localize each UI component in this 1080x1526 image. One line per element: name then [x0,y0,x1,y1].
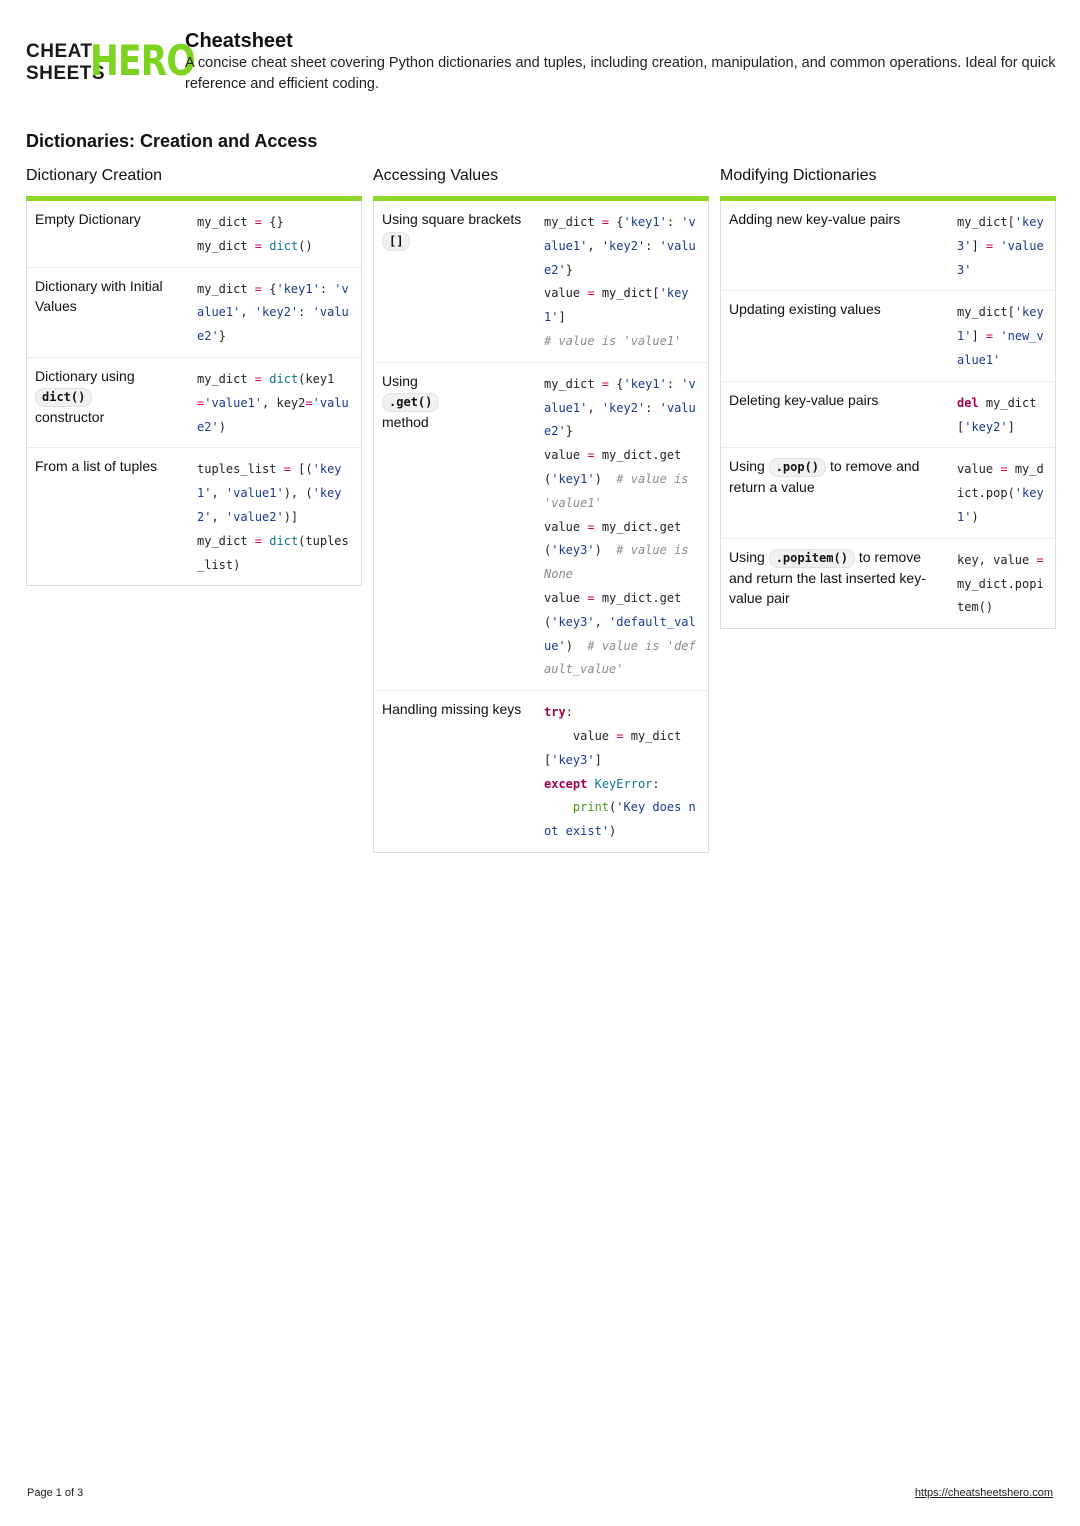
logo-text-sheets: SHEETS [26,63,106,84]
entry-label-text: Using [382,372,418,389]
cheatsheet-card [373,201,709,853]
code-block: my_dict = {'key1': 'value1', 'key2': 'value2'} [197,281,349,344]
entry-label: Empty Dictionary [35,211,141,227]
code-block: my_dict['key3'] = 'value3' [957,215,1044,277]
code-block: my_dict = dict(key1='value1', key2='value2') [197,371,349,434]
entry-label [374,201,536,362]
entry-label-text: Dictionary using [35,367,135,384]
page-number: Page 1 of 3 [27,1487,84,1499]
entry-label [721,448,949,537]
column-title: Dictionary Creation [26,167,163,184]
entry-row [374,362,708,690]
code-block: my_dict['key1'] = 'new_value1' [957,305,1044,367]
entry-label-text: Using [729,458,765,475]
entry-row [721,447,1055,537]
entry-label-text: constructor [35,409,105,426]
code-block: tuples_list = [('key1', 'value1'), ('key2', 'value2')] my_dict = dict(tuples_list) [197,462,349,572]
inline-code: .get() [382,393,439,412]
entry-label [27,358,189,447]
entry-label-text: to remove and return the last inserted key-value pair [729,548,926,607]
column-title: Modifying Dictionaries [720,167,877,184]
entry-label: Deleting key-value pairs [729,391,879,408]
entry-label-text: to remove and return a value [729,458,920,496]
inline-code: dict() [35,388,92,407]
entry-label: Adding new key-value pairs [729,211,901,227]
page-description: A concise cheat sheet covering Python dictionaries and tuples, including creation, manipulation, and common operations. Ideal for quick reference and efficient coding. [185,55,1056,92]
inline-code: [] [382,232,410,251]
entry-label-text: Using [729,548,765,565]
page-header [26,30,1056,100]
entry-row [374,690,708,852]
cheatsheet-card [720,201,1056,629]
code-block: value = my_dict.pop('key1') [957,462,1044,524]
code-block: my_dict = {'key1': 'value1', 'key2': 'value2'} value = my_dict['key1'] # value is 'value1' [544,215,696,348]
entry-label-text: method [382,414,429,431]
entry-row [374,201,708,362]
entry-row [721,381,1055,448]
code-block: del my_dict['key2'] [957,395,1037,434]
entry-label: Dictionary with Initial Values [35,277,163,315]
page-title: Cheatsheet [185,30,293,52]
entry-row [721,538,1055,628]
code-block: try: value = my_dict['key3'] except KeyError: print('Key does not exist') [544,705,696,839]
section-title: Dictionaries: Creation and Access [26,131,318,151]
entry-label [721,539,949,628]
inline-code: .popitem() [769,549,855,568]
cheatsheetshero-logo[interactable] [26,36,195,85]
column-dictionary-creation [26,164,362,586]
column-modifying-dictionaries [720,164,1056,629]
code-block: my_dict = {'key1': 'value1', 'key2': 'value2'} value = my_dict.get('key1') # value is 'value1' value = my_dict.get('key3') # value is None value = my_dict.get('key3', 'default_value') # value is 'default_value' [544,376,696,677]
entry-row [27,357,361,447]
entry-row [27,447,361,585]
logo-text-cheat: CHEAT [26,41,93,62]
site-link[interactable]: https://cheatsheetshero.com [914,1487,1053,1499]
entry-row [721,201,1055,290]
cheatsheet-card [26,201,362,586]
code-block: my_dict = {} my_dict = dict() [197,215,313,253]
entry-row [27,201,361,267]
column-accessing-values [373,164,709,853]
column-title: Accessing Values [373,167,499,184]
entry-row [27,267,361,357]
entry-row [721,290,1055,380]
inline-code: .pop() [769,458,826,477]
entry-label: From a list of tuples [35,458,158,475]
entry-label: Handling missing keys [382,701,522,718]
entry-label [374,363,536,690]
entry-label-text: Using square brackets [382,211,522,227]
logo-text-hero: HERO [90,36,195,85]
entry-label: Updating existing values [729,301,881,318]
code-block: key, value = my_dict.popitem() [957,552,1051,615]
